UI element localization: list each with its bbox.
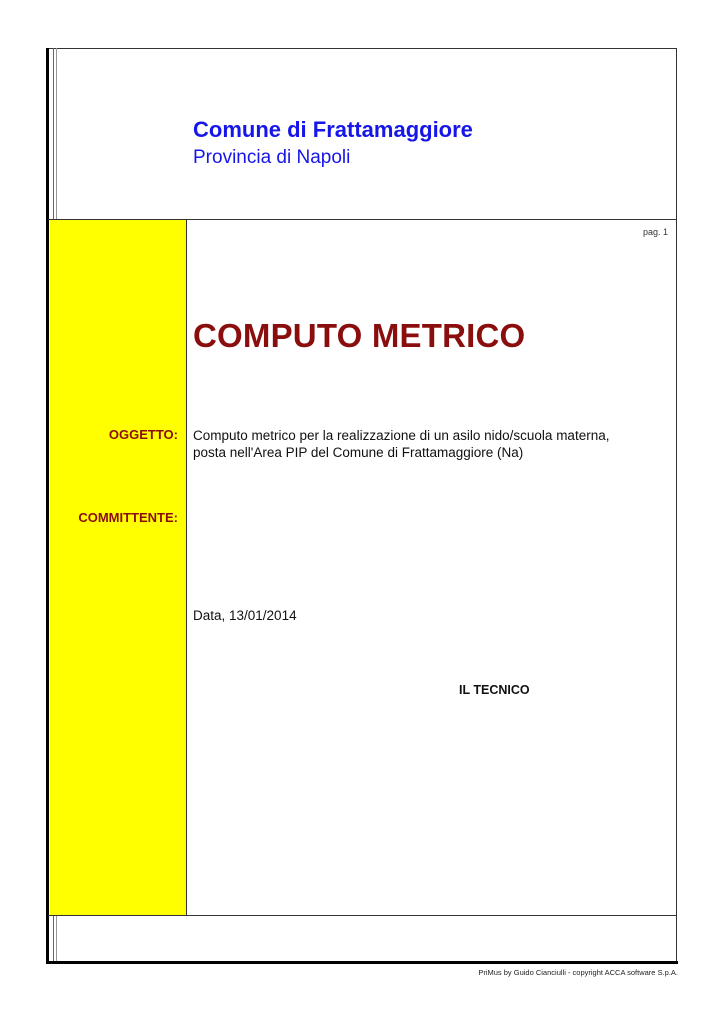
oggetto-label: OGGETTO: [108,427,178,442]
software-credits: PriMus by Guido Cianciulli - copyright ACCA software S.p.A. [478,968,678,977]
provincia-subheading: Provincia di Napoli [193,147,351,168]
committente-label: COMMITTENTE: [78,510,178,525]
page-number: pag. 1 [642,227,668,237]
frame-bottom-border [46,961,678,964]
oggetto-line: posta nell'Area PIP del Comune di Frattamaggiore (Na) [193,445,524,460]
footer-divider [48,915,677,916]
label-side-panel [50,220,187,915]
comune-heading: Comune di Frattamaggiore [193,117,473,142]
oggetto-text [193,427,663,461]
oggetto-line: Computo metrico per la realizzazione di un asilo nido/scuola materna, [193,428,610,443]
tecnico-signature-label: IL TECNICO [459,683,530,697]
document-title: COMPUTO METRICO [193,317,526,354]
frame-left-border [46,48,49,964]
document-date: Data, 13/01/2014 [193,608,297,623]
